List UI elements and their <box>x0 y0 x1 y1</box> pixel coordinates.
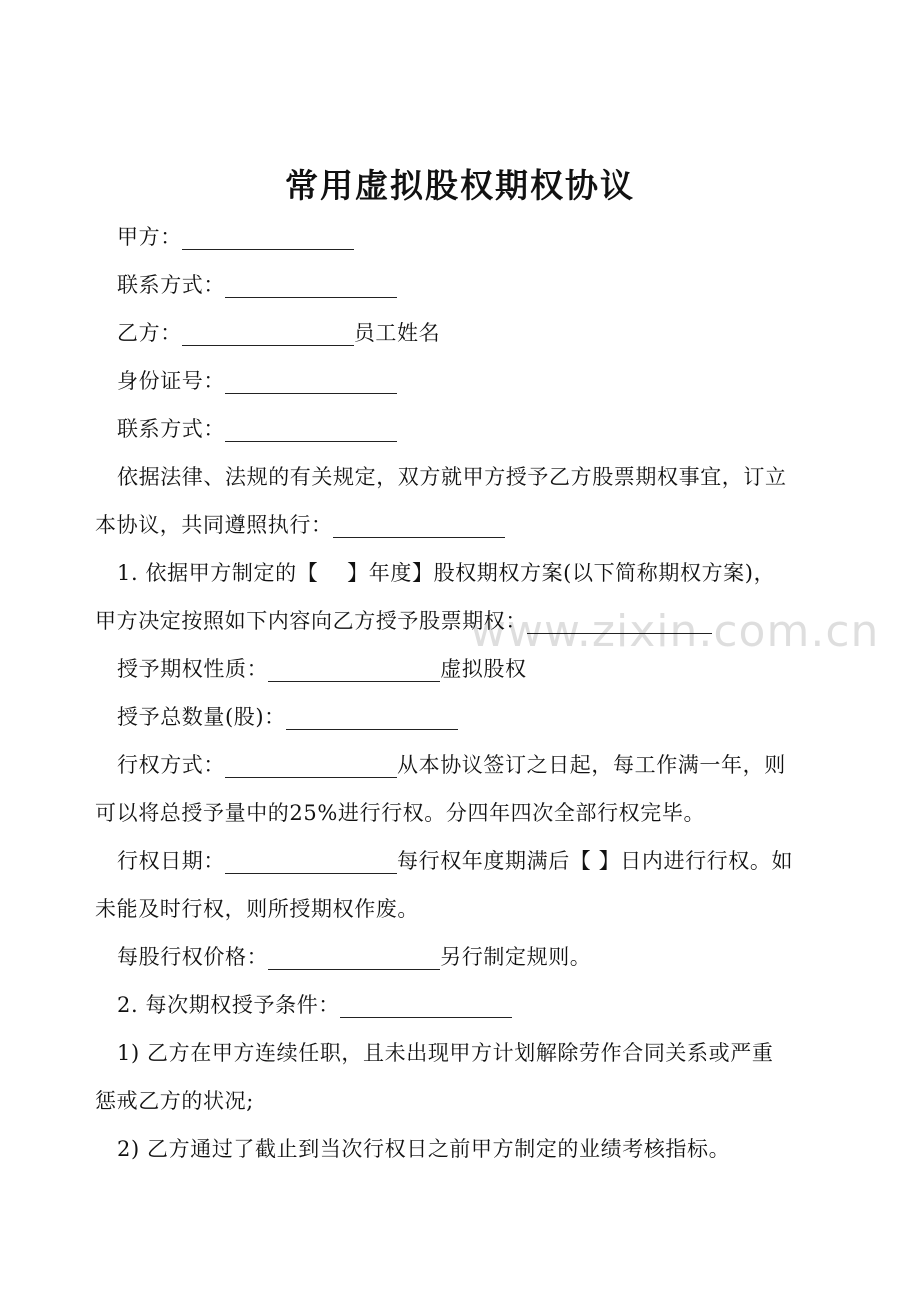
exercise-date-label: 行权日期： <box>117 849 225 873</box>
preamble-blank <box>333 515 505 538</box>
id-number-blank <box>225 371 397 394</box>
preamble-line-2 <box>95 510 505 540</box>
exercise-method-label: 行权方式： <box>117 753 225 777</box>
contact-1-line <box>117 270 397 300</box>
clause-1-text-2: 甲方决定按照如下内容向乙方授予股票期权： <box>95 609 527 633</box>
exercise-method-line-2: 可以将总授予量中的25%进行行权。分四年四次全部行权完毕。 <box>95 801 706 825</box>
party-a-line <box>117 222 354 252</box>
exercise-method-line-1 <box>117 750 786 780</box>
condition-1-line-1: 1) 乙方在甲方连续任职，且未出现甲方计划解除劳作合同关系或严重 <box>117 1041 774 1065</box>
total-quantity-blank <box>286 707 458 730</box>
party-b-blank <box>182 323 354 346</box>
exercise-method-suffix: 从本协议签订之日起，每工作满一年，则 <box>397 753 786 777</box>
option-nature-label: 授予期权性质： <box>117 657 269 681</box>
preamble-line-1: 依据法律、法规的有关规定，双方就甲方授予乙方股票期权事宜，订立 <box>117 465 787 489</box>
exercise-date-blank <box>225 851 397 874</box>
exercise-price-suffix: 另行制定规则。 <box>440 945 592 969</box>
exercise-method-blank <box>225 755 397 778</box>
party-a-blank <box>182 227 354 250</box>
exercise-price-label: 每股行权价格： <box>117 945 269 969</box>
clause-2-line <box>117 990 512 1020</box>
total-quantity-label: 授予总数量(股)： <box>117 705 286 729</box>
total-quantity-line <box>117 702 458 732</box>
option-nature-blank <box>268 659 440 682</box>
contact-2-label: 联系方式： <box>117 417 225 441</box>
clause-2-label: 2. 每次期权授予条件： <box>117 993 340 1017</box>
contact-2-line <box>117 414 397 444</box>
preamble-text-2: 本协议，共同遵照执行： <box>95 513 333 537</box>
contact-1-blank <box>225 275 397 298</box>
document-title: 常用虚拟股权期权协议 <box>285 166 635 205</box>
option-nature-line <box>117 654 527 684</box>
contact-1-label: 联系方式： <box>117 273 225 297</box>
party-b-label: 乙方： <box>117 321 182 345</box>
exercise-price-line <box>117 942 591 972</box>
condition-2-line: 2) 乙方通过了截止到当次行权日之前甲方制定的业绩考核指标。 <box>117 1137 731 1161</box>
exercise-date-line-2: 未能及时行权，则所授期权作废。 <box>95 897 419 921</box>
id-number-line <box>117 366 397 396</box>
party-a-label: 甲方： <box>117 225 182 249</box>
id-number-label: 身份证号： <box>117 369 225 393</box>
exercise-price-blank <box>268 947 440 970</box>
party-b-line <box>117 318 440 348</box>
clause-1-line-1: 1. 依据甲方制定的【 】年度】股权期权方案(以下简称期权方案)， <box>117 561 776 585</box>
option-nature-suffix: 虚拟股权 <box>440 657 527 681</box>
exercise-date-line-1 <box>117 846 793 876</box>
party-b-suffix: 员工姓名 <box>353 321 441 345</box>
contact-2-blank <box>225 419 397 442</box>
exercise-date-suffix: 每行权年度期满后【 】日内进行行权。如 <box>397 849 794 873</box>
watermark: www.zixin.com.cn <box>470 606 880 657</box>
clause-2-blank <box>340 995 512 1018</box>
condition-1-line-2: 惩戒乙方的状况; <box>95 1089 254 1113</box>
